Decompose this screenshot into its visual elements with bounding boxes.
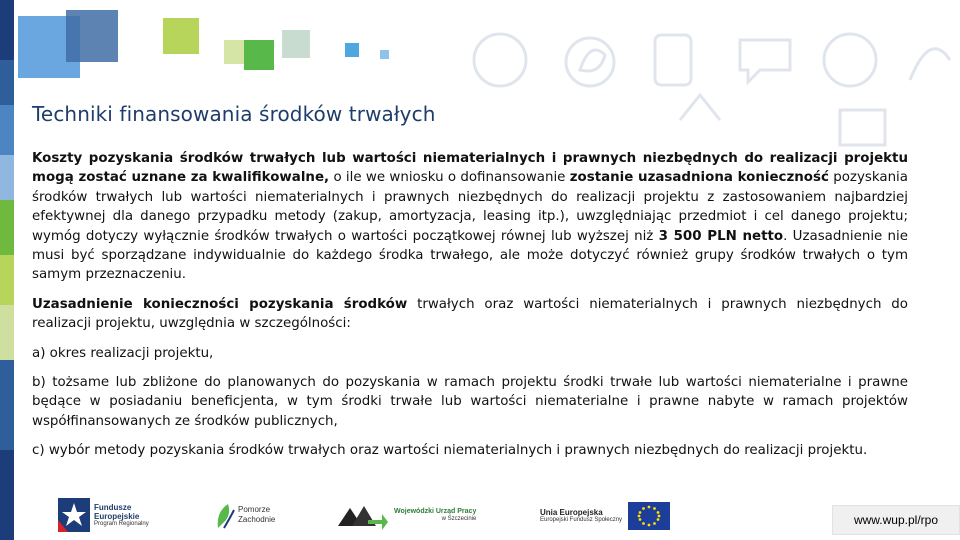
roof-icon — [680, 95, 720, 120]
paragraph-justification-text: trwałych oraz wartości niematerialnych i prawnych niezbędnych do realizacji projektu, uwzględnia w szczególności: — [32, 296, 908, 332]
ue-line2: Europejski Fundusz Społeczny — [540, 517, 623, 523]
list-item-b: b) tożsame lub zbliżone do planowanych do pozyskania w ramach projektu środki trwałe lub wartości niematerialne i prawne będące w posiadaniu beneficjenta, w tym środki trwałe lub wartości niematerialne i prawne nabyte w ramach projektów współfinansowanych ze środków publicznych, — [32, 375, 908, 429]
pomorze-leaf-icon — [214, 500, 236, 530]
paragraph-justification — [32, 295, 908, 334]
deco-square-sky-small — [380, 50, 389, 59]
slide-body — [32, 149, 908, 471]
list-item-c: c) wybór metody pozyskania środków trwałych oraz wartości niematerialnych i prawnych niezbędnych do realizacji projektu. — [32, 443, 868, 459]
leaf-icon — [580, 50, 605, 71]
deco-square-green — [244, 40, 274, 70]
paragraph-costs-text3: . Uzasadnienie nie musi być sporządzane indywidualnie do każdego środka trwałego, ale może dotyczyć również grupy środków trwałych o tym samym przeznaczeniu. — [32, 228, 909, 283]
wup-line1: Wojewódzki Urząd Pracy — [394, 508, 477, 515]
paragraph-costs-text1: o ile we wniosku o dofinansowanie — [329, 170, 570, 186]
tram-icon — [655, 35, 691, 85]
left-color-strip — [0, 0, 14, 540]
fundusze-europejskie-logo — [58, 498, 149, 532]
fe-line3: Program Regionalny — [94, 520, 149, 527]
fe-star-icon — [58, 498, 90, 532]
wup-logo — [338, 500, 476, 530]
deco-square-sky — [345, 43, 359, 57]
website-url[interactable]: www.wup.pl/rpo — [832, 505, 960, 535]
paragraph-costs-text2: pozyskania środków trwałych lub wartości niematerialnych i prawnych niezbędnych do realizacji projektu z zastosowaniem najbardziej efektywnej dla danego przypadku metody (zakup, amortyzacja, leasing itp.), uwzględniając przedmiot i cel danego projektu; wymóg dotyczy wyłącznie środków trwałych o wartości początkowej równej lub wyższej niż — [32, 170, 908, 244]
wup-emblem-icon — [338, 500, 388, 530]
deco-square-navy — [66, 10, 118, 62]
paragraph-costs-bold: Koszty pozyskania środków trwałych lub wartości niematerialnych i prawnych niezbędnych do realizacji projektu mogą zostać uznane za kwalifikowalne, — [32, 151, 908, 186]
deco-square-grey — [282, 30, 310, 58]
list-item-a: a) okres realizacji projektu, — [32, 345, 214, 361]
unia-europejska-logo — [540, 502, 670, 530]
slide-title: Techniki finansowania środków trwałych — [32, 102, 436, 126]
paragraph-costs-bold2: zostanie uzasadniona konieczność — [569, 170, 829, 186]
cog-icon — [474, 34, 526, 86]
ue-line1: Unia Europejska — [540, 508, 603, 517]
fe-line2: Europejskie — [94, 511, 140, 521]
pomorze-line2: Zachodnie — [238, 515, 276, 524]
deco-square-lime — [163, 18, 199, 54]
paragraph-justification-bold: Uzasadnienie konieczności pozyskania środków — [32, 296, 408, 312]
fence-icon — [840, 110, 885, 145]
pomorze-line1: Pomorze — [238, 505, 271, 514]
leaf-circle-icon — [566, 38, 614, 86]
tool-circle-icon — [824, 34, 876, 86]
chat-icon — [740, 40, 790, 82]
paragraph-costs-bold3: 3 500 PLN netto — [658, 228, 784, 244]
sprout-icon — [910, 49, 950, 80]
fe-line1: Fundusze — [94, 502, 132, 512]
eu-flag-icon — [628, 502, 670, 530]
pomorze-zachodnie-logo — [214, 500, 275, 530]
paragraph-costs — [32, 149, 908, 285]
footer-logos — [0, 490, 960, 540]
wup-line2: w Szczecinie — [441, 516, 477, 522]
background-icons — [440, 0, 960, 160]
